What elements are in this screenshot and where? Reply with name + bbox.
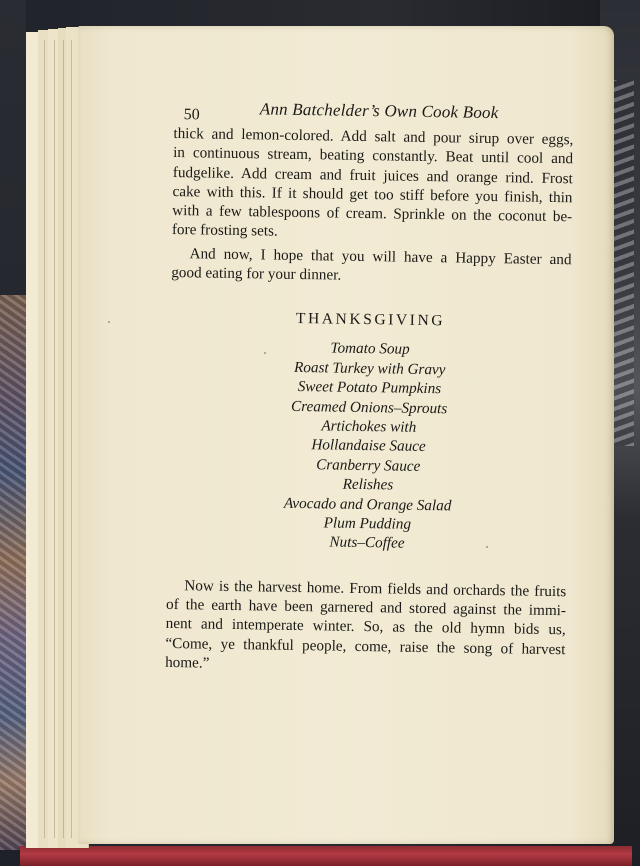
text-line: thick and lemon-colored. Add salt and pour sirup over eggs, [173, 124, 574, 149]
text-line: Now is the harvest home. From fields and orchards the fruits [184, 577, 567, 601]
text-line: of the earth have been garnered and stored against the immi- [165, 596, 567, 620]
page-edge-line [71, 40, 72, 838]
text-line: in continuous stream, beating constantly. Beat until cool and [173, 144, 574, 168]
text-line: And now, I hope that you will have a Happy Easter and [189, 245, 572, 269]
text-line: fore frosting sets. [171, 221, 278, 241]
page-text [165, 98, 574, 679]
paragraph-harvest [165, 576, 566, 679]
book-page [78, 26, 614, 844]
page-edge-line [63, 40, 64, 838]
book-cover-edge [0, 295, 26, 850]
menu-item: Cranberry Sauce [316, 456, 421, 475]
menu-item: Artichokes with [321, 417, 417, 436]
text-line: with a few tablespoons of cream. Sprinkle on the coconut be- [172, 202, 573, 226]
page-edge-line [44, 40, 45, 838]
menu-item: Creamed Onions–Sprouts [290, 397, 448, 417]
text-line: “Come, ye thankful people, come, raise the song of harvest [165, 634, 566, 658]
text-line: cake with this. If it should get too stiff before you finish, thin [172, 182, 573, 207]
section-title: THANKSGIVING [295, 310, 446, 330]
menu-item: Relishes [342, 475, 394, 494]
menu-item: Roast Turkey with Gravy [293, 358, 446, 379]
paragraph-frosting [172, 124, 574, 246]
book-title: Ann Batchelder’s Own Cook Book [259, 99, 499, 123]
text-line: nent and intemperate winter. So, as the old hymn bids us, [165, 615, 566, 639]
paper-speck [108, 321, 110, 323]
paragraph-easter [171, 244, 572, 289]
menu-item: Sweet Potato Pumpkins [297, 378, 442, 398]
page-edge-line [54, 40, 55, 838]
thanksgiving-menu [167, 336, 570, 556]
text-line: good eating for your dinner. [171, 264, 342, 284]
page-number: 50 [183, 106, 200, 124]
menu-item: Hollandaise Sauce [311, 436, 426, 456]
text-line: home.” [164, 653, 210, 672]
book-binding [20, 846, 632, 866]
text-line: fudgelike. Add cream and fruit juices and orange rind. Frost [172, 163, 573, 187]
menu-item: Avocado and Orange Salad [283, 494, 452, 515]
menu-item: Tomato Soup [330, 339, 410, 359]
menu-item: Nuts–Coffee [329, 533, 405, 553]
menu-item: Plum Pudding [323, 514, 412, 533]
